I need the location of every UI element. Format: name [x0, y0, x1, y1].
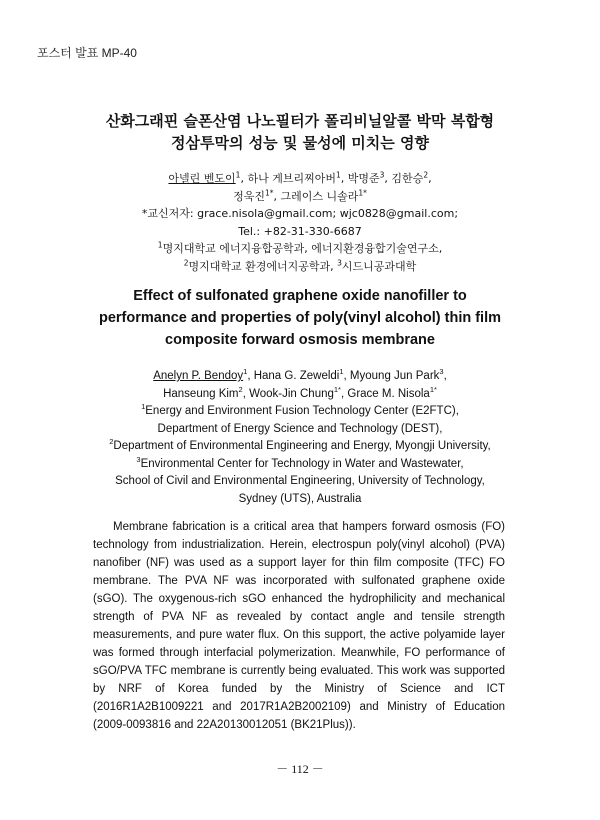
author: 김한승: [391, 172, 424, 185]
presenting-author: 아넬린 벤도이: [168, 172, 236, 185]
english-title-line: composite forward osmosis membrane: [165, 332, 435, 348]
english-title: [60, 285, 540, 351]
page-number: － 112 －: [276, 762, 324, 776]
author: 정욱진: [233, 189, 265, 203]
english-affiliation: School of Civil and Environmental Engineering, University of Technology,: [115, 475, 485, 487]
korean-title: [60, 110, 540, 154]
korean-author-line: 정욱진$^{1*}$, 그레이스 니솔라$^{1*}$: [233, 187, 367, 203]
english-title-line: Effect of sulfonated graphene oxide nanofiller to: [133, 288, 467, 304]
author: Wook-Jin Chung: [249, 387, 334, 400]
author: Grace M. Nisola: [347, 387, 430, 400]
english-affiliation: Sydney (UTS), Australia: [238, 492, 362, 505]
korean-title-line: 산화그래핀 슬폰산염 나노필터가 폴리비닐알콜 박막 복합형: [105, 112, 495, 130]
english-affiliation: $^1$Energy and Environment Fusion Technology Center (E2FTC),: [141, 402, 459, 417]
english-affiliation: Department of Energy Science and Technology (DEST),: [157, 422, 443, 435]
english-author-line: Anelyn P. Bendoy$^1$, Hana G. Zeweldi$^1$, Myoung Jun Park$^3$,: [153, 367, 447, 382]
abstract-paragraph: Membrane fabrication is a critical area that hampers forward osmosis (FO) technology from industrialization. Herein, electrospun poly(vinyl alcohol) (PVA) nanofiber (NF) was used as a support layer for thin film composite (TFC) FO membrane. The PVA NF was incorporated with sulfonated graphene oxide (sGO). The oxygenous-rich sGO enhanced the hydrophilicity and mechanical strength of PVA NF as revealed by contact angle and tensile strength measurements, and pure water flux. On this support, the active polyamide layer was formed through interfacial polymerization. Meanwhile, FO performance of sGO/PVA TFC membrane is currently being evaluated. This work was supported by NRF of Korea funded by the Ministry of Science and ICT (2016R1A2B1009221 and 2017R1A2B2002109) and Ministry of Education (2009-0093816 and 22A20130012051 (BK21Plus)).: [93, 521, 505, 731]
author: 하나 게브리찌아버: [247, 172, 336, 185]
korean-title-line: 정삼투막의 성능 및 물성에 미치는 영향: [171, 134, 429, 152]
telephone: Tel.: +82-31-330-6687: [238, 224, 362, 238]
korean-affiliation: $^2$명지대학교 환경에너지공학과, $^3$시드니공과대학: [183, 257, 417, 273]
korean-author-block: [60, 170, 540, 275]
english-affiliation: $^3$Environmental Center for Technology in Water and Wastewater,: [136, 454, 464, 470]
english-title-line: performance and properties of poly(vinyl alcohol) thin film: [98, 310, 502, 326]
author: Hanseung Kim: [163, 387, 239, 400]
presenting-author: Anelyn P. Bendoy: [153, 370, 244, 382]
korean-affiliation: $^1$명지대학교 에너지융합공학과, 에너지환경융합기술연구소,: [157, 240, 443, 255]
author: Myoung Jun Park: [349, 370, 440, 382]
korean-author-line: 아넬린 벤도이$^1$, 하나 게브리찌아버$^1$, 박명준$^3$, 김한승$^2$,: [168, 170, 432, 185]
corresponding-email: *교신저자: grace.nisola@gmail.com; wjc0828@gmail.com;: [141, 207, 459, 220]
english-author-block: [60, 368, 540, 508]
author: 그레이스 니솔라: [280, 189, 359, 203]
english-author-line: Hanseung Kim$^2$, Wook-Jin Chung$^{1*}$, Grace M. Nisola$^{1*}$: [163, 384, 437, 400]
session-tag: 포스터 발표 MP-40: [37, 46, 137, 60]
author: Hana G. Zeweldi: [253, 370, 340, 382]
english-affiliation: $^2$Department of Environmental Engineering and Energy, Myongji University,: [109, 437, 491, 452]
author: 박명준: [347, 172, 380, 185]
